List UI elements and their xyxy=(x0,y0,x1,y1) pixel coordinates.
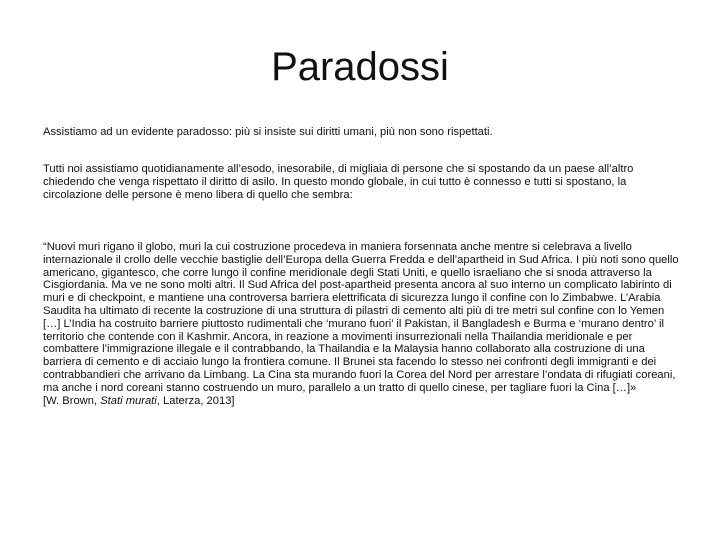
intro-paragraph: Assistiamo ad un evidente paradosso: più si insiste sui diritti umani, più non sono rispettati. xyxy=(43,126,493,138)
quote-block xyxy=(43,241,679,407)
slide-title: Paradossi xyxy=(271,45,449,89)
citation-title: Stati murati xyxy=(100,394,157,407)
citation-suffix: , Laterza, 2013] xyxy=(156,394,235,407)
citation-prefix: [W. Brown, xyxy=(43,394,101,407)
citation xyxy=(43,395,679,408)
quote-text: “Nuovi muri rigano il globo, muri la cui costruzione procedeva in maniera forsennata anche mentre si celebrava a livello internazionale il crollo delle vecchie bastiglie dell’Europa della Guerra Fredda e dell’apartheid in Sud Africa. I più noti sono quello americano, gigantesco, che corre lungo il confine meridionale degli Stati Uniti, e quello israeliano che si snoda attraverso la Cisgiordania. Ma ve ne sono molti altri. Il Sud Africa del post-apartheid presenta ancora al suo interno un complicato labirinto di muri e di checkpoint, e mantiene una controversa barriera elettrificata di sicurezza lungo il confine con lo Zimbabwe. L’Arabia Saudita ha ultimato di recente la costruzione di una struttura di pilastri di cemento alti più di tre metri sul confine con lo Yemen […] L’India ha costruito barriere piuttosto rudimentali che ‘murano fuori’ il Pakistan, il Bangladesh e Burma e ‘murano dentro’ il territorio che contende con il Kashmir. Ancora, in reazione a movimenti insurrezionali nella Thailandia meridionale e per combattere l’immigrazione illegale e il contrabbando, la Thailandia e la Malaysia hanno collaborato alla costruzione di una barriera di cemento e di acciaio lungo la frontiera comune. Il Brunei sta facendo lo stesso nei confronti degli immigranti e dei contrabbandieri che arrivano da Limbang. La Cina sta murando fuori la Corea del Nord per arrestare l’ondata di rifugiati coreani, ma anche i nord coreani stanno costruendo un muro, parallelo a un tratto di quello cinese, per tagliare fuori la Cina […]» xyxy=(43,241,679,394)
context-paragraph: Tutti noi assistiamo quotidianamente all’esodo, inesorabile, di migliaia di persone che si spostando da un paese all’altro chiedendo che venga rispettato il diritto di asilo. In questo mondo globale, in cui tutto è connesso e tutti si spostano, la circolazione delle persone è meno libera di quello che sembra: xyxy=(43,163,634,201)
